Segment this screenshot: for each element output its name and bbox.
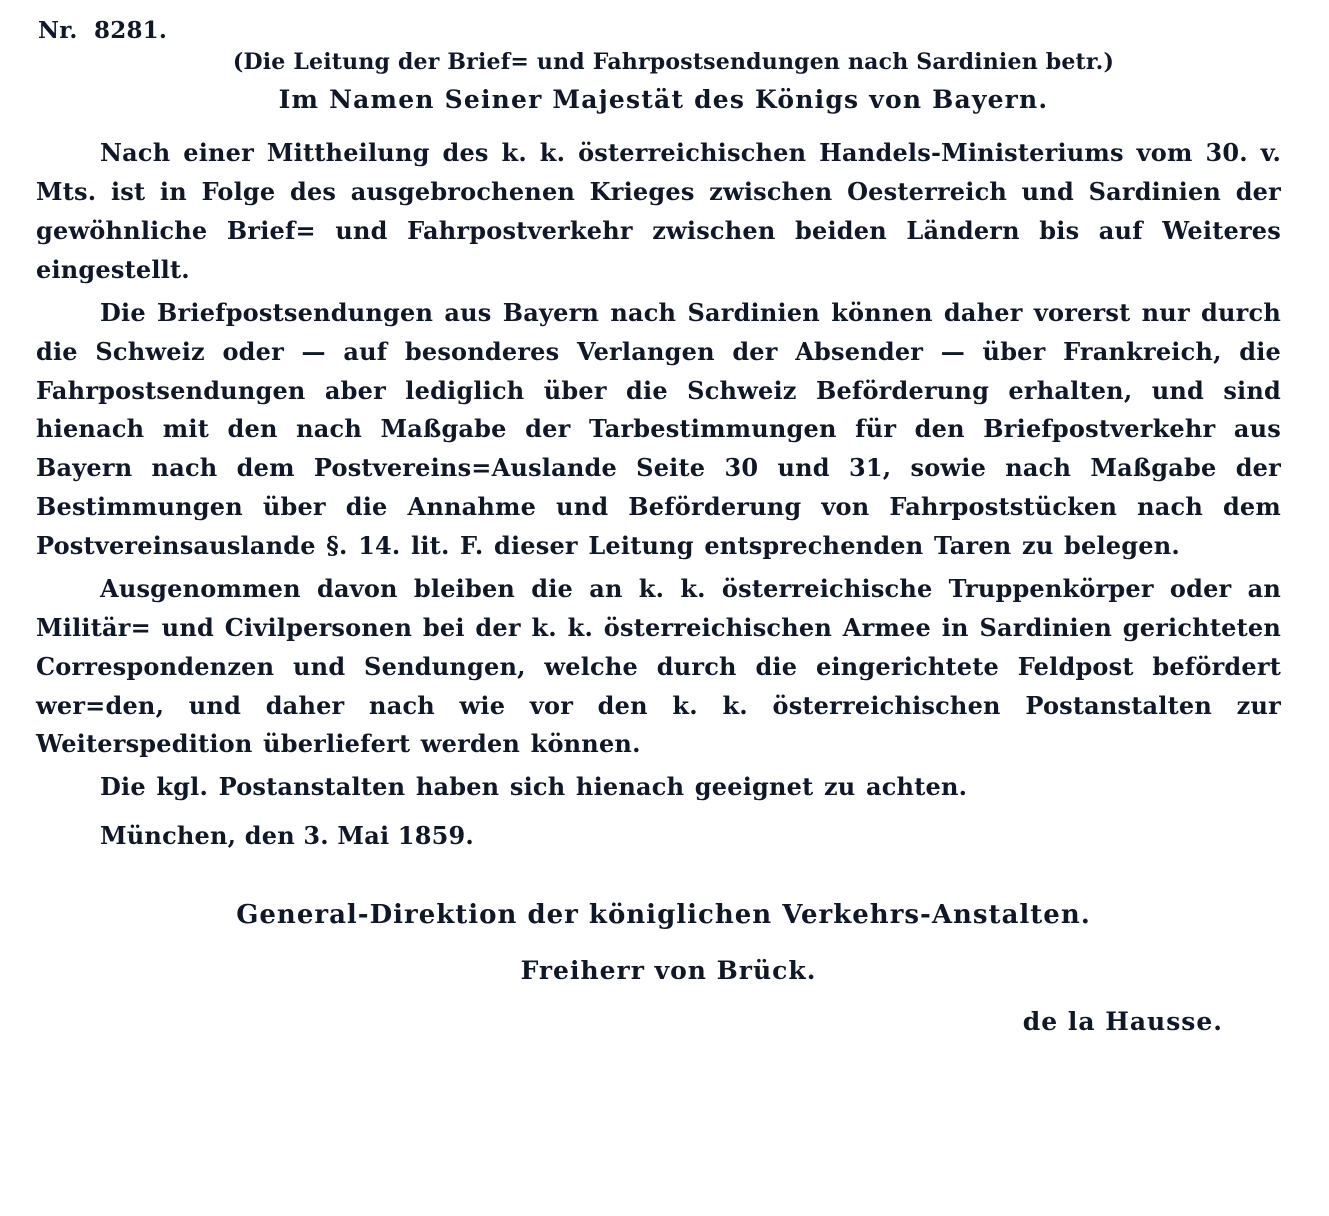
body-paragraph: Ausgenommen davon bleiben die an k. k. österreichische Truppenkörper oder an Militär= und Civilpersonen bei der k. k. österreichischen Armee in Sardinien gerichteten Correspondenzen und Sendungen, welche durch die eingerichtete Feldpost befördert wer=den, und daher nach wie vor den k. k. österreichischen Postanstalten zur Weiterspedition überliefert werden können. [36, 573, 1281, 759]
invocation-heading: Im Namen Seiner Majestät des Königs von Bayern. [278, 85, 1049, 115]
body-paragraph: Die Briefpostsendungen aus Bayern nach Sardinien können daher vorerst nur durch die Schweiz oder — auf besonderes Verlangen der Absender — über Frankreich, die Fahrpostsendungen aber lediglich über die Schweiz Beförderung erhalten, und sind hienach mit den nach Maßgabe der Tarbestimmungen für den Briefpostverkehr aus Bayern nach dem Postvereins=Auslande Seite 30 und 31, sowie nach Maßgabe der Bestimmungen über die Annahme und Beförderung von Fahrpoststücken nach dem Postvereinsauslande §. 14. lit. F. dieser Leitung entsprechenden Taren zu belegen. [36, 297, 1281, 561]
document-number: Nr. 8281. [38, 17, 168, 44]
signature-secondary: de la Hausse. [1022, 1006, 1223, 1036]
body-paragraph: Die kgl. Postanstalten haben sich hienach geeignet zu achten. [100, 772, 968, 802]
issuing-authority: General-Direktion der königlichen Verkehrs-Anstalten. [236, 899, 1091, 930]
subject-line: (Die Leitung der Brief= und Fahrpostsendungen nach Sardinien betr.) [232, 49, 1115, 76]
body-paragraph: Nach einer Mittheilung des k. k. österreichischen Handels-Ministeriums vom 30. v. Mts. ist in Folge des ausgebrochenen Krieges zwischen Oesterreich und Sardinien der gewöhnliche Brief= und Fahrpostverkehr zwischen beiden Ländern bis auf Weiteres eingestellt. [36, 138, 1281, 284]
signature-primary: Freiherr von Brück. [520, 955, 817, 985]
place-and-date: München, den 3. Mai 1859. [100, 821, 474, 851]
